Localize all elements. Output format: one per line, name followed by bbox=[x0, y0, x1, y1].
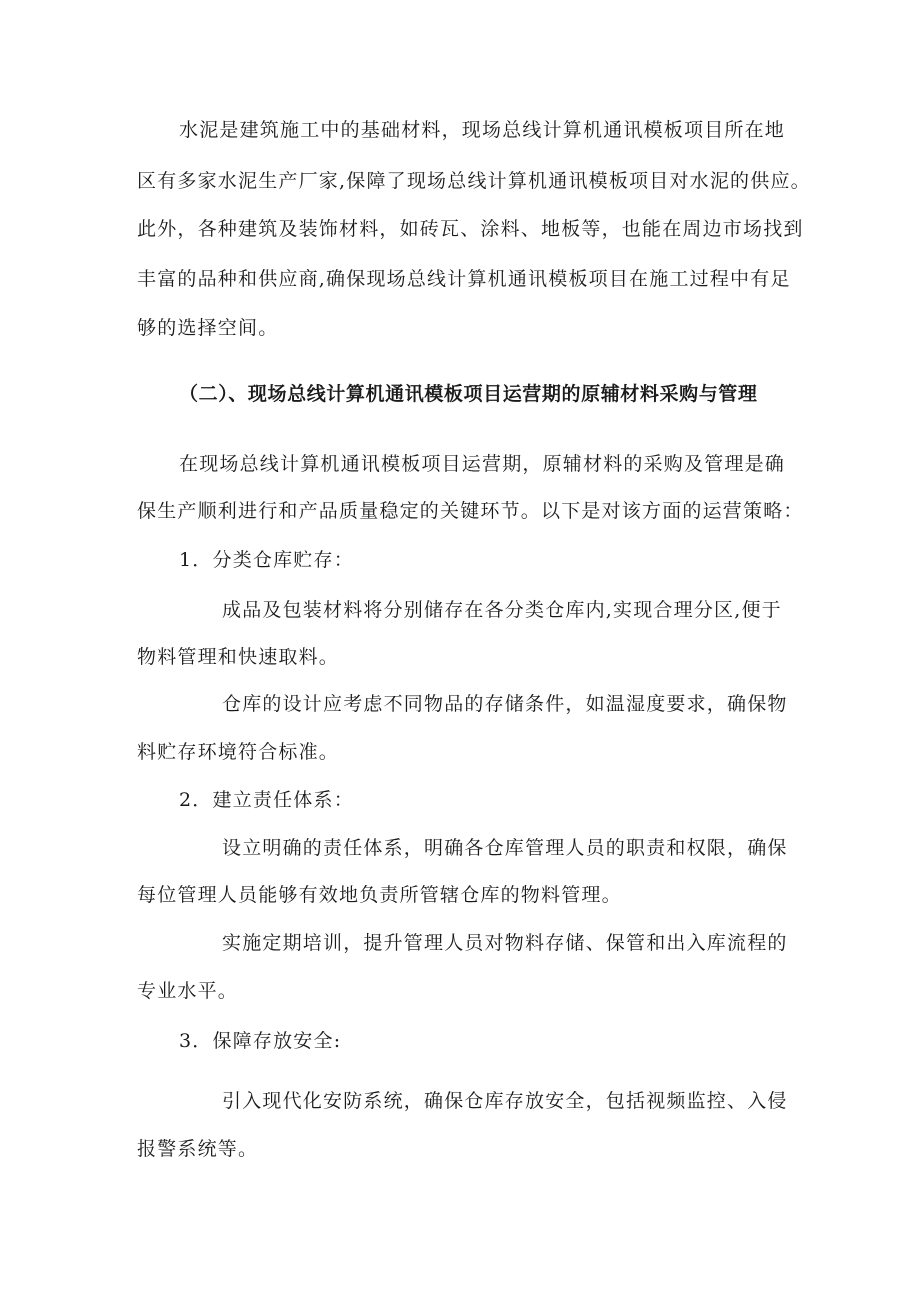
paragraph-line: 报警系统等。 bbox=[137, 1138, 259, 1160]
paragraph-line: 设立明确的责任体系，明确各仓库管理人员的职责和权限，确保 bbox=[222, 837, 788, 859]
paragraph-line: 引入现代化安防系统，确保仓库存放安全，包括视频监控、入侵 bbox=[222, 1090, 788, 1112]
list-item-title: 1．分类仓库贮存： bbox=[179, 549, 354, 571]
paragraph-line: 水泥是建筑施工中的基础材料，现场总线计算机通讯模板项目所在地 bbox=[179, 119, 786, 141]
paragraph-line: 此外，各种建筑及装饰材料，如砖瓦、涂料、地板等，也能在周边市场找到 bbox=[137, 218, 804, 240]
list-item-title: 3．保障存放安全: bbox=[179, 1030, 342, 1052]
paragraph-line: 物料管理和快速取料。 bbox=[137, 646, 340, 668]
paragraph-line: 在现场总线计算机通讯模板项目运营期，原辅材料的采购及管理是确 bbox=[179, 453, 786, 475]
paragraph-line: 实施定期培训，提升管理人员对物料存储、保管和出入库流程的 bbox=[222, 932, 788, 954]
paragraph-line: 成品及包装材料将分别储存在各分类仓库内,实现合理分区,便于 bbox=[222, 599, 782, 621]
list-item-title: 2．建立责任体系： bbox=[179, 789, 354, 811]
paragraph-line: 区有多家水泥生产厂家,保障了现场总线计算机通讯模板项目对水泥的供应。 bbox=[137, 170, 811, 192]
paragraph-line: 保生产顺利进行和产品质量稳定的关键环节。以下是对该方面的运营策略： bbox=[137, 500, 804, 522]
paragraph-line: 每位管理人员能够有效地负责所管辖仓库的物料管理。 bbox=[137, 884, 622, 906]
paragraph-line: 专业水平。 bbox=[137, 980, 239, 1002]
paragraph-line: 仓库的设计应考虑不同物品的存储条件，如温湿度要求，确保物 bbox=[222, 693, 788, 715]
paragraph-line: 料贮存环境符合标准。 bbox=[137, 741, 340, 763]
paragraph-line: 够的选择空间。 bbox=[137, 317, 279, 339]
paragraph-line: 丰富的品种和供应商,确保现场总线计算机通讯模板项目在施工过程中有足 bbox=[137, 268, 791, 290]
section-heading: （二）、现场总线计算机通讯模板项目运营期的原辅材料采购与管理 bbox=[179, 383, 758, 405]
